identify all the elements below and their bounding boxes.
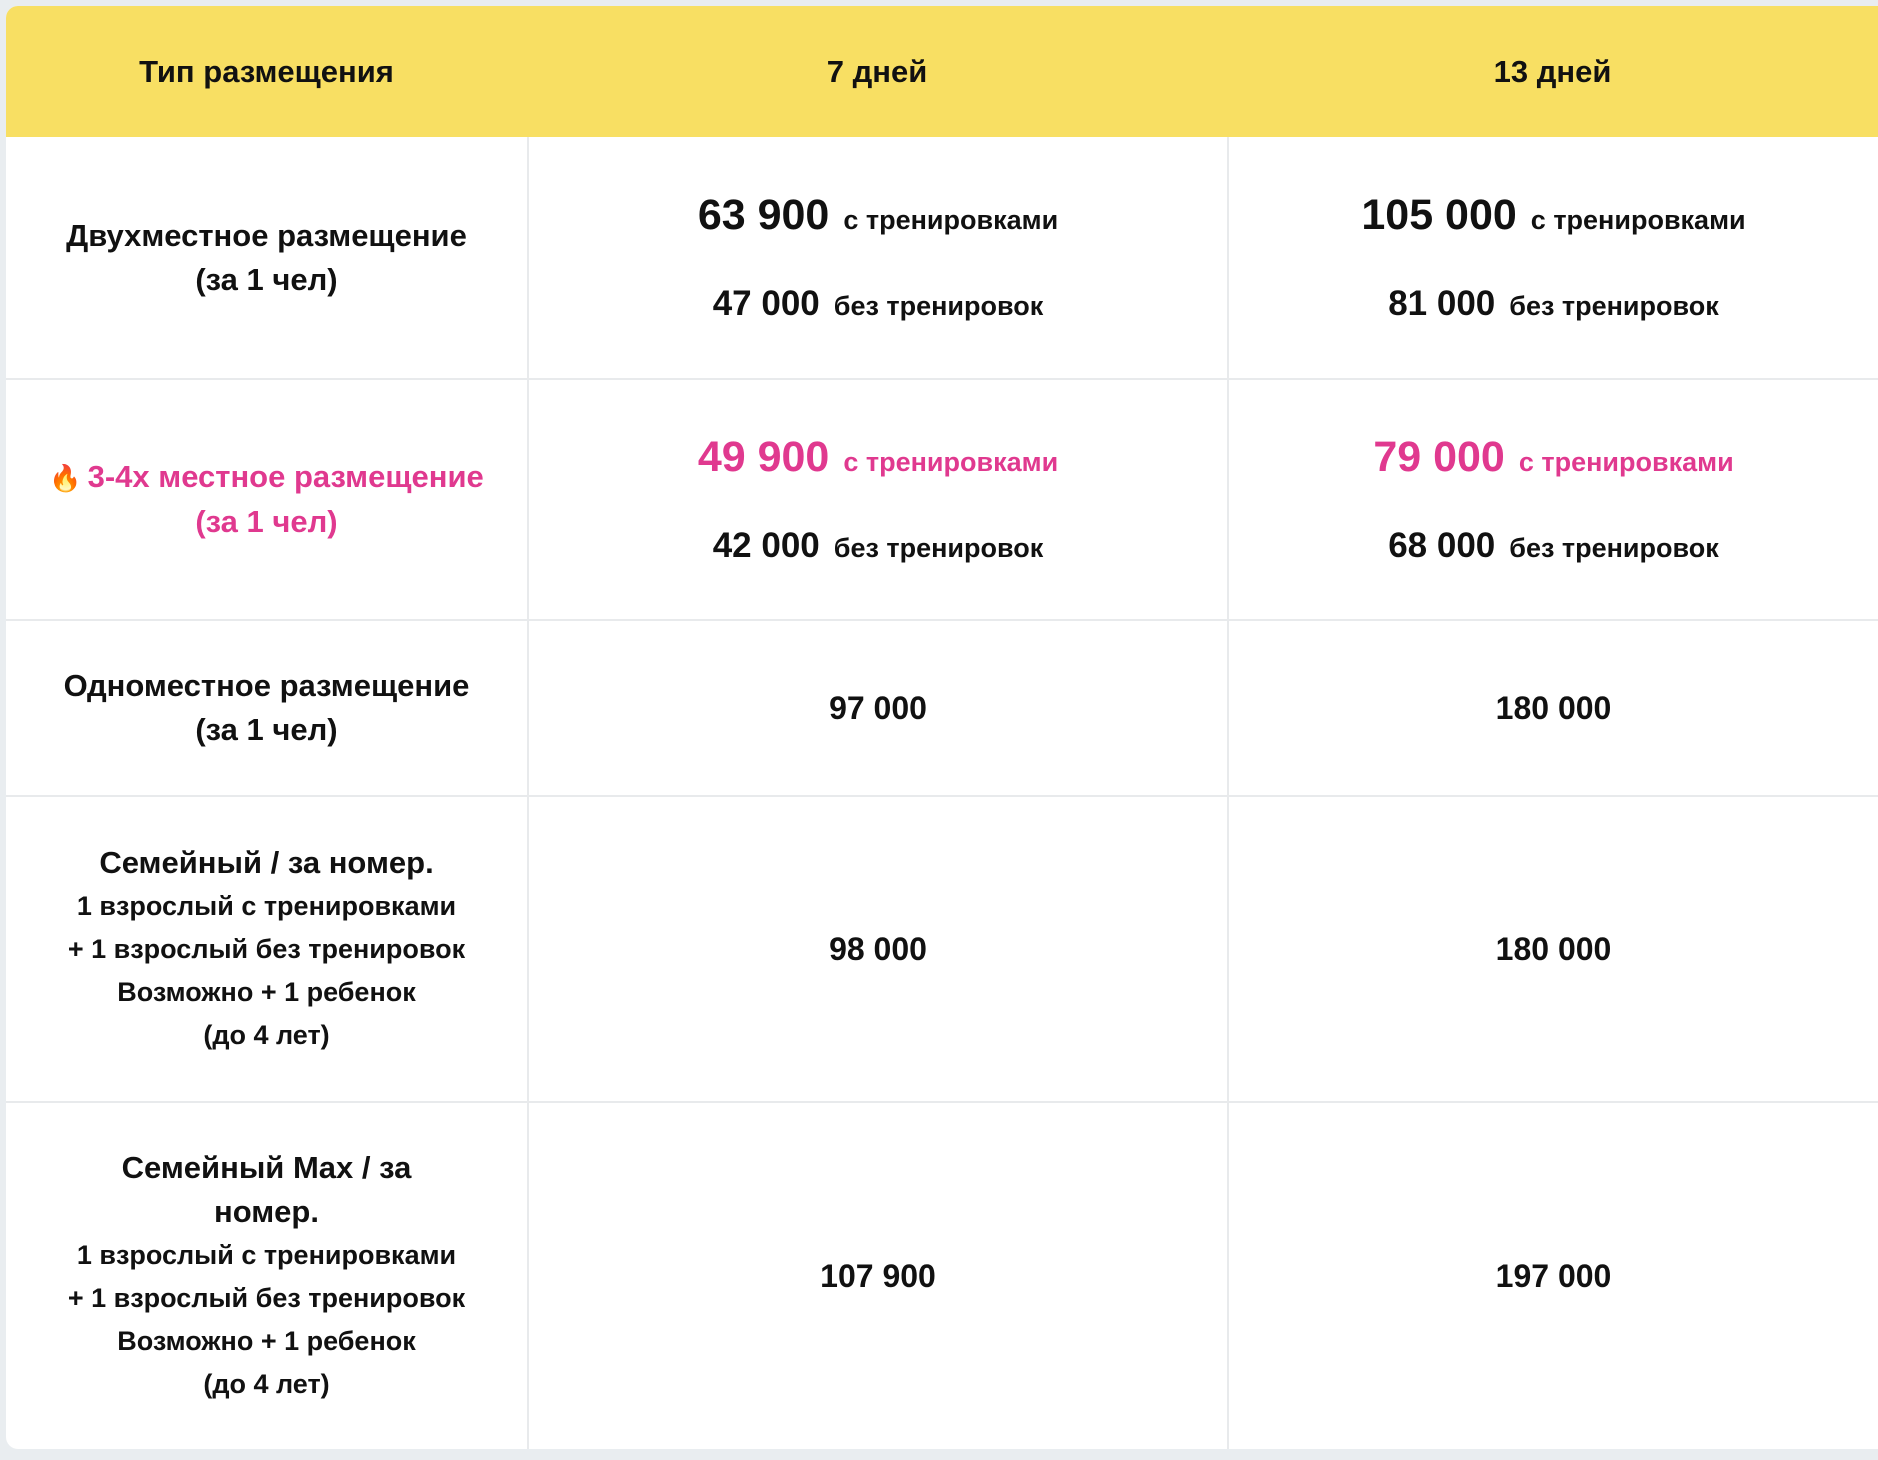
price-value: 180 000 <box>1495 689 1612 726</box>
price-note: без тренировок <box>1509 533 1719 563</box>
header-13-days: 13 дней <box>1493 53 1612 89</box>
table-row <box>6 619 1878 795</box>
table-row <box>6 378 1878 619</box>
type-detail: 1 взрослый с тренировками <box>76 1240 457 1270</box>
type-detail: + 1 взрослый без тренировок <box>67 934 466 964</box>
price-with-training <box>698 191 1058 240</box>
type-detail: 1 взрослый с тренировками <box>76 891 457 921</box>
price-note: с тренировками <box>1530 205 1746 235</box>
price-cell-7 <box>527 137 1227 378</box>
price-value: 180 000 <box>1495 930 1612 967</box>
price-cell-13 <box>1227 797 1878 1101</box>
type-cell <box>6 380 527 619</box>
fire-icon: 🔥 <box>49 463 82 493</box>
price-value: 197 000 <box>1495 1257 1612 1294</box>
type-detail: (до 4 лет) <box>203 1020 330 1050</box>
pricing-table <box>6 6 1878 1449</box>
type-label: 🔥 3-4х местное размещение (за 1 чел) <box>49 459 484 539</box>
price-note: без тренировок <box>1509 291 1719 321</box>
type-label: Семейный Max / за номер. <box>121 1150 412 1229</box>
header-type: Тип размещения <box>139 53 394 89</box>
price-cell-7 <box>527 1103 1227 1449</box>
price-cell-13 <box>1227 1103 1878 1449</box>
type-label: Семейный / за номер. <box>99 845 434 880</box>
type-cell <box>6 1103 527 1449</box>
type-cell <box>6 621 527 795</box>
header-7-days: 7 дней <box>826 53 928 89</box>
price-cell-7 <box>527 797 1227 1101</box>
price-cell-13 <box>1227 137 1878 378</box>
price-value: 47 000 <box>712 284 820 323</box>
type-detail: Возможно + 1 ребенок <box>117 977 416 1007</box>
type-detail: + 1 взрослый без тренировок <box>67 1283 466 1313</box>
type-cell <box>6 137 527 378</box>
price-value: 79 000 <box>1373 433 1505 481</box>
price-value: 105 000 <box>1361 191 1517 239</box>
type-detail: (до 4 лет) <box>203 1369 330 1399</box>
table-header <box>6 6 1878 137</box>
type-label: Одноместное размещение (за 1 чел) <box>63 668 470 747</box>
price-note: с тренировками <box>1518 447 1734 477</box>
price-note: с тренировками <box>843 205 1059 235</box>
type-label: Двухместное размещение (за 1 чел) <box>66 217 467 297</box>
price-value: 107 900 <box>820 1257 936 1294</box>
price-value: 42 000 <box>712 526 820 565</box>
price-cell-13 <box>1227 380 1878 619</box>
price-value: 49 900 <box>697 433 830 481</box>
price-without-training <box>713 284 1044 324</box>
price-without-training <box>713 526 1044 566</box>
price-value: 63 900 <box>697 191 830 239</box>
price-with-training <box>698 433 1058 482</box>
price-value: 68 000 <box>1388 526 1496 565</box>
price-cell-13 <box>1227 621 1878 795</box>
price-value: 97 000 <box>829 689 927 726</box>
price-value: 81 000 <box>1388 284 1496 323</box>
price-note: без тренировок <box>833 533 1044 563</box>
price-cell-7 <box>527 380 1227 619</box>
type-detail: Возможно + 1 ребенок <box>117 1326 416 1356</box>
price-with-training <box>1373 433 1733 482</box>
price-without-training <box>1388 526 1719 566</box>
table-row <box>6 1101 1878 1449</box>
price-note: без тренировок <box>833 291 1044 321</box>
price-value: 98 000 <box>829 930 927 967</box>
price-note: с тренировками <box>843 447 1059 477</box>
price-cell-7 <box>527 621 1227 795</box>
type-cell <box>6 797 527 1101</box>
table-row <box>6 795 1878 1101</box>
price-with-training <box>1361 191 1745 240</box>
table-row <box>6 137 1878 378</box>
price-without-training <box>1388 284 1719 324</box>
